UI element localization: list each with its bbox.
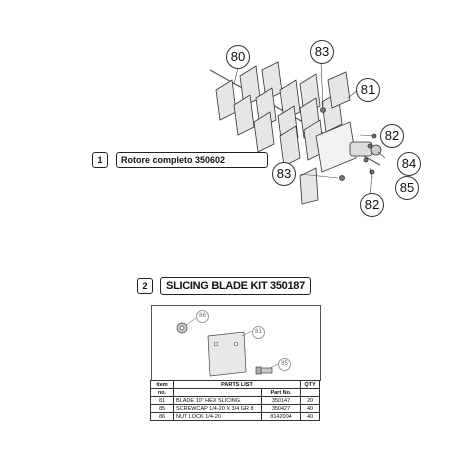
table-row <box>151 397 320 405</box>
parts-list-table <box>150 380 320 421</box>
callout-85-kit: 85 <box>278 358 291 371</box>
section-2-number: 2 <box>137 278 153 294</box>
row-item: 85 <box>151 405 174 413</box>
callout-82-bottom: 82 <box>360 193 384 217</box>
section-2-title: SLICING BLADE KIT 350187 <box>160 277 311 295</box>
header-parts-list: PARTS LIST <box>174 381 301 389</box>
blade-kit-drawing <box>152 306 318 378</box>
section-1-title: Rotore completo 350602 <box>116 152 268 168</box>
callout-84: 84 <box>397 152 421 176</box>
callout-85: 85 <box>395 176 419 200</box>
table-row <box>151 405 320 413</box>
callout-83-top: 83 <box>310 40 334 64</box>
row-item: 81 <box>151 397 174 405</box>
table-header-row-2 <box>151 389 320 397</box>
table-header-row-1 <box>151 381 320 389</box>
header-blank <box>174 389 262 397</box>
row-item: 86 <box>151 413 174 421</box>
row-description: SCREWCAP 1/4-20 X 3/4 GR 8 <box>174 405 262 413</box>
callout-80: 80 <box>226 45 250 69</box>
callout-81: 81 <box>356 78 380 102</box>
header-qty: QTY <box>301 381 320 389</box>
section-1-number: 1 <box>92 152 108 168</box>
row-qty: 20 <box>301 397 320 405</box>
row-part-no: 350427 <box>262 405 301 413</box>
row-description: NUT LOCK 1/4-20 <box>174 413 262 421</box>
callout-82-right: 82 <box>380 124 404 148</box>
header-part-no: Part No. <box>262 389 301 397</box>
header-qty-blank <box>301 389 320 397</box>
table-row <box>151 413 320 421</box>
row-description: BLADE 10" HEX SLICING <box>174 397 262 405</box>
callout-83-left: 83 <box>272 162 296 186</box>
header-no: no. <box>151 389 174 397</box>
callout-81-kit: 81 <box>252 326 265 339</box>
row-part-no: 8142004 <box>262 413 301 421</box>
row-qty: 40 <box>301 413 320 421</box>
row-qty: 40 <box>301 405 320 413</box>
header-item: item <box>151 381 174 389</box>
row-part-no: 350147 <box>262 397 301 405</box>
callout-86: 86 <box>196 310 209 323</box>
